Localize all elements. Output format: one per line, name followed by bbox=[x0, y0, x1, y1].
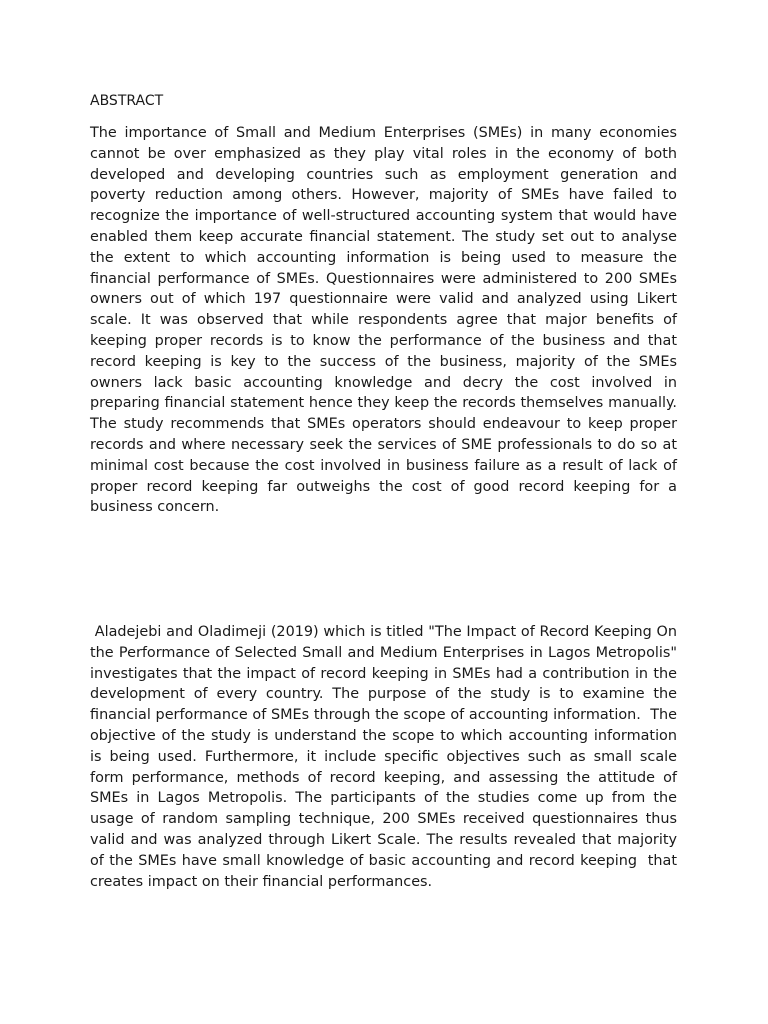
abstract-heading: ABSTRACT bbox=[90, 93, 164, 109]
literature-review-paragraph: Aladejebi and Oladimeji (2019) which is titled "The Impact of Record Keeping On the Performance of Selected Small and Medium Enterprises in Lagos Metropolis" investigates that the impact of record keeping in SMEs had a contribution in the development of every country. The purpose of the study is to examine the financial performance of SMEs through the scope of accounting information. The objective of the study is understand the scope to which accounting information is being used. Furthermore, it include specific objectives such as small scale form performance, methods of record keeping, and assessing the attitude of SMEs in Lagos Metropolis. The participants of the studies come up from the usage of random sampling technique, 200 SMEs received questionnaires thus valid and was analyzed through Likert Scale. The results revealed that majority of the SMEs have small knowledge of basic accounting and record keeping that creates impact on their financial performances. bbox=[90, 624, 682, 890]
abstract-paragraph: The importance of Small and Medium Enterprises (SMEs) in many economies cannot be over emphasized as they play vital roles in the economy of both developed and developing countries such as employment generation and poverty reduction among others. However, majority of SMEs have failed to recognize the importance of well-structured accounting system that would have enabled them keep accurate financial statement. The study set out to analyse the extent to which accounting information is being used to measure the financial performance of SMEs. Questionnaires were administered to 200 SMEs owners out of which 197 questionnaire were valid and analyzed using Likert scale. It was observed that while respondents agree that major benefits of keeping proper records is to know the performance of the business and that record keeping is key to the success of the business, majority of the SMEs owners lack basic accounting knowledge and decry the cost involved in preparing financial statement hence they keep the records themselves manually. The study recommends that SMEs operators should endeavour to keep proper records and where necessary seek the services of SME professionals to do so at minimal cost because the cost involved in business failure as a result of lack of proper record keeping far outweighs the cost of good record keeping for a business concern. bbox=[90, 125, 682, 516]
